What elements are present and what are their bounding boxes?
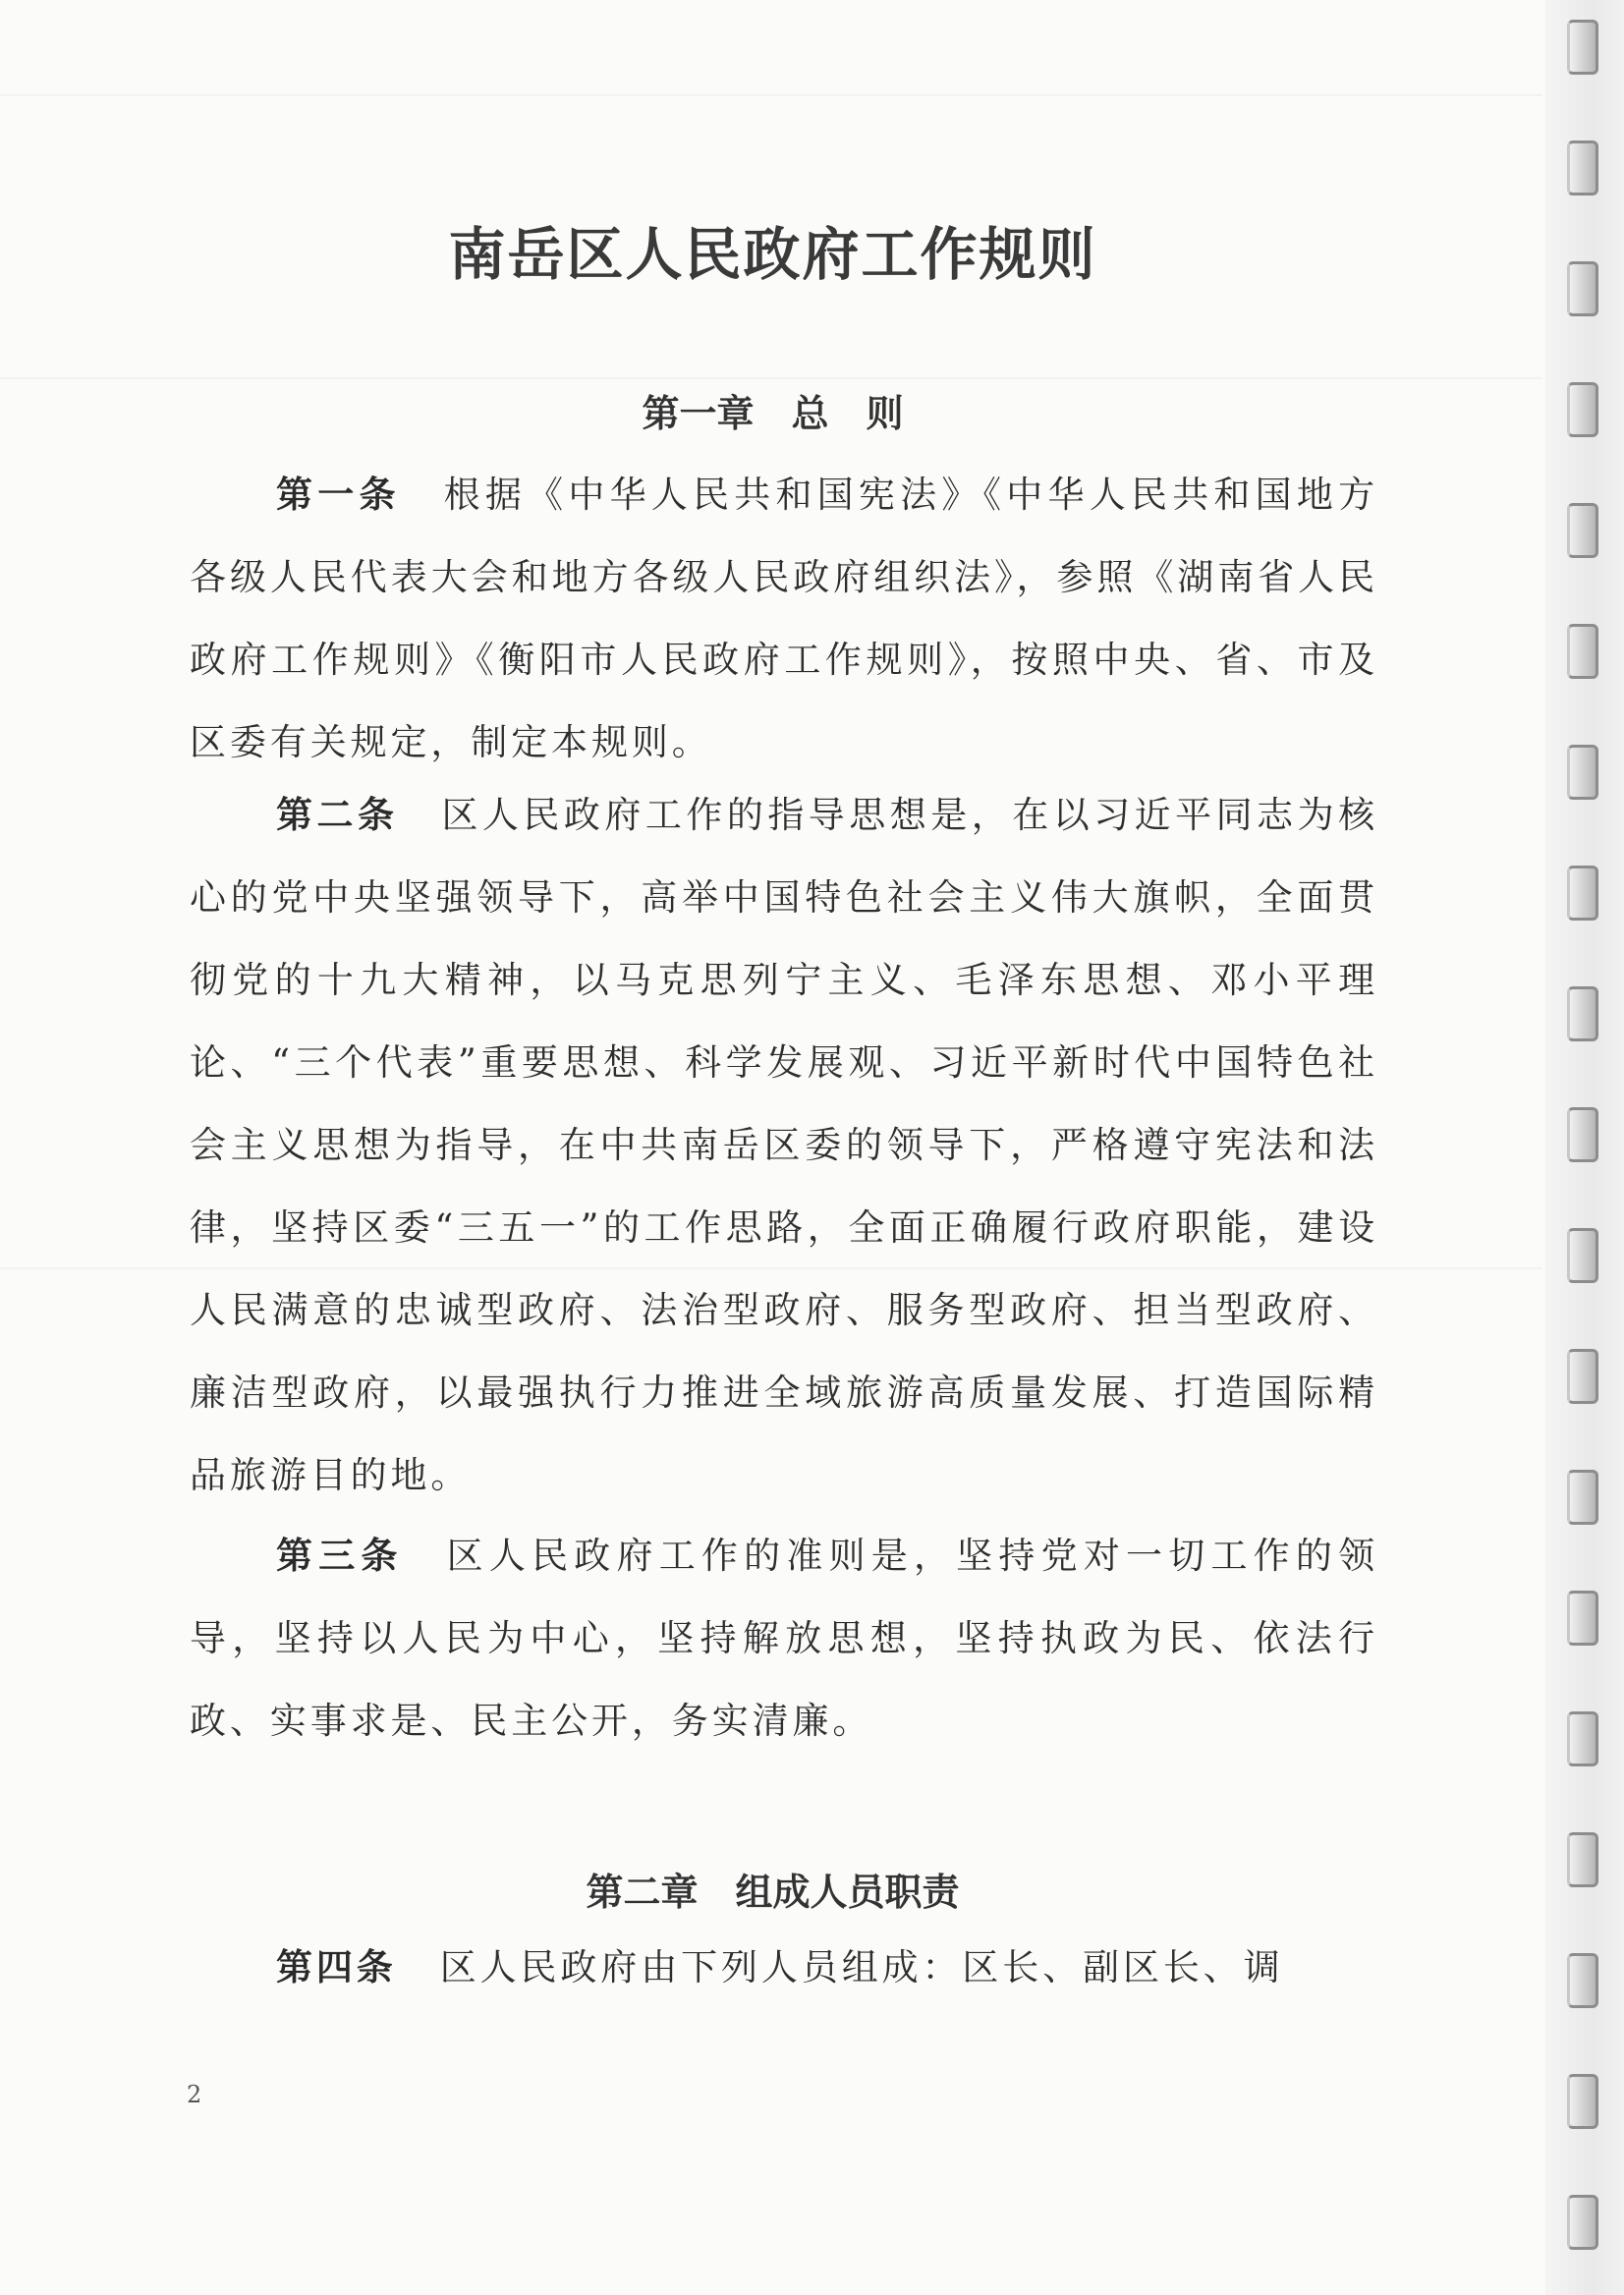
page-number: 2: [187, 2081, 202, 2108]
binding-ring: [1567, 140, 1598, 196]
chapter-heading-2: 第二章 组成人员职责: [586, 1870, 960, 1914]
binding-ring: [1567, 1591, 1598, 1646]
binding-ring: [1567, 1832, 1598, 1887]
binding-ring: [1567, 382, 1598, 437]
article-label: 第三条: [276, 1534, 404, 1577]
scan-artifact: [0, 94, 1542, 96]
binding-ring: [1567, 1953, 1598, 2008]
binding-ring: [1567, 1470, 1598, 1525]
chapter-heading-1: 第一章 总 则: [642, 391, 904, 435]
article-label: 第一条: [276, 473, 401, 516]
article-2: [190, 773, 1378, 1517]
article-text: 区人民政府工作的指导思想是，在以习近平同志为核心的党中央坚强领导下，高举中国特色社会主义伟大旗帜，全面贯彻党的十九大精神，以马克思列宁主义、毛泽东思想、邓小平理论、“三个代表”重要思想、科学发展观、习近平新时代中国特色社会主义思想为指导，在中共南岳区委的领导下，严格遵守宪法和法律，坚持区委“三五一”的工作思路，全面正确履行政府职能，建设人民满意的忠诚型政府、法治型政府、服务型政府、担当型政府、廉洁型政府，以最强执行力推进全域旅游高质量发展、打造国际精品旅游目的地。: [190, 794, 1378, 1496]
article-label: 第二条: [276, 793, 399, 836]
binding-ring: [1567, 1711, 1598, 1766]
article-text: 区人民政府工作的准则是，坚持党对一切工作的领导，坚持以人民为中心，坚持解放思想，坚持执政为民、依法行政、实事求是、民主公开，务实清廉。: [190, 1535, 1378, 1742]
binding-ring: [1567, 503, 1598, 558]
binding-ring: [1567, 1228, 1598, 1283]
scan-artifact: [0, 377, 1542, 379]
article-text: 根据《中华人民共和国宪法》《中华人民共和国地方各级人民代表大会和地方各级人民政府组织法》，参照《湖南省人民政府工作规则》《衡阳市人民政府工作规则》，按照中央、省、市及区委有关规定，制定本规则。: [190, 474, 1378, 763]
article-4: [190, 1926, 1378, 2009]
binding-ring: [1567, 866, 1598, 921]
article-text: 区人民政府由下列人员组成：区长、副区长、调: [439, 1946, 1284, 1988]
binding-ring: [1567, 261, 1598, 316]
binding-ring: [1567, 986, 1598, 1041]
ring-binding: [1545, 0, 1624, 2295]
article-1: [190, 453, 1378, 784]
binding-ring: [1567, 1349, 1598, 1404]
binding-ring: [1567, 2195, 1598, 2250]
binding-ring: [1567, 20, 1598, 75]
article-label: 第四条: [276, 1945, 397, 1988]
binding-ring: [1567, 1107, 1598, 1162]
binding-ring: [1567, 745, 1598, 800]
article-3: [190, 1514, 1378, 1763]
binding-ring: [1567, 624, 1598, 679]
document-title: 南岳区人民政府工作规则: [448, 221, 1097, 288]
binding-ring: [1567, 2074, 1598, 2129]
